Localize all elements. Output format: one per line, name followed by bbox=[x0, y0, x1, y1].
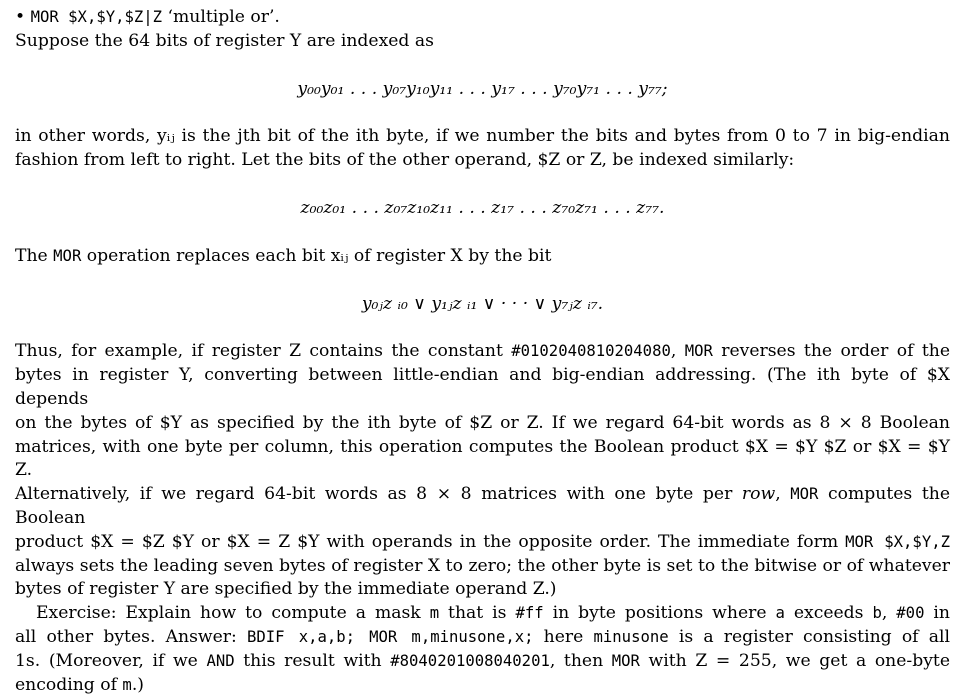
text-run: operation replaces each bit xᵢⱼ of register X by the bit bbox=[81, 245, 552, 266]
code-m: m bbox=[122, 675, 132, 694]
text-run: , bbox=[881, 603, 897, 624]
display-equation-z: z₀₀z₀₁ . . . z₀₇z₁₀z₁₁ . . . z₁₇ . . . z₇₀z₇₁ . . . z₇₇. bbox=[300, 197, 665, 218]
thus-paragraph bbox=[15, 340, 950, 602]
text-run: , bbox=[670, 341, 685, 362]
code-b: b bbox=[872, 604, 882, 623]
text-run: The bbox=[15, 245, 54, 266]
intro-sentence: Suppose the 64 bits of register Y are indexed as bbox=[15, 30, 434, 51]
hex-constant: #0102040810204080 bbox=[511, 342, 671, 361]
text-run: that is bbox=[439, 603, 516, 624]
code-mor-immediate: MOR $X,$Y,Z bbox=[845, 532, 950, 551]
text-run: , bbox=[775, 484, 791, 505]
bullet: • bbox=[15, 7, 26, 27]
paragraph-line: on the bytes of $Y as specified by the ith byte of $Z or Z. If we regard 64-bit words as 8 × 8 Boolean bbox=[15, 412, 950, 433]
hex-ff: #ff bbox=[515, 604, 544, 623]
text-run: exceeds bbox=[784, 603, 873, 624]
hex-constant: #8040201008040201 bbox=[390, 651, 550, 670]
text-run: Thus, for example, if register Z contains the constant bbox=[15, 341, 512, 362]
paragraph-line bbox=[15, 650, 950, 674]
paragraph-line bbox=[15, 531, 950, 555]
code-mor: MOR bbox=[790, 485, 819, 504]
code-and: AND bbox=[206, 651, 235, 670]
text-run: 1s. (Moreover, if we bbox=[15, 650, 207, 671]
instruction-name: MOR $X,$Y,$Z|Z bbox=[30, 8, 163, 26]
text-run: reverses the order of the bbox=[712, 341, 950, 362]
code-answer: BDIF x,a,b; MOR m,minusone,x; bbox=[247, 627, 534, 646]
paragraph-line bbox=[15, 602, 950, 626]
display-equation-y: y₀₀y₀₁ . . . y₀₇y₁₀y₁₁ . . . y₁₇ . . . y₇₀y₇₁ . . . y₇₇; bbox=[297, 78, 668, 99]
paragraph-line: matrices, with one byte per column, this operation computes the Boolean product $X = $Y $Z or $X = $Y Z. bbox=[15, 436, 950, 481]
paragraph-line: fashion from left to right. Let the bits of the other operand, $Z or Z, be indexed similarly: bbox=[15, 150, 795, 171]
text-run: encoding of bbox=[15, 674, 123, 695]
paragraph-line: always sets the leading seven bytes of register X to zero; the other byte is set to the bitwise or of whatever bbox=[15, 555, 950, 576]
hex-00: #00 bbox=[896, 604, 925, 623]
text-run: this result with bbox=[234, 650, 391, 671]
code-mor: MOR bbox=[53, 246, 82, 265]
code-minusone: minusone bbox=[593, 627, 669, 646]
text-run: Exercise: Explain how to compute a mask bbox=[36, 603, 430, 624]
text-run: all other bytes. Answer: bbox=[15, 626, 248, 647]
text-run: in byte positions where bbox=[543, 603, 776, 624]
instruction-title: ‘multiple or’. bbox=[167, 7, 280, 27]
code-mor: MOR bbox=[684, 342, 713, 361]
text-run: , then bbox=[549, 650, 612, 671]
text-run: with Z = 255, we get a one-byte bbox=[639, 650, 951, 671]
paragraph-line bbox=[15, 340, 950, 364]
text-run: .) bbox=[131, 674, 144, 695]
code-a: a bbox=[775, 604, 785, 623]
exercise-paragraph bbox=[15, 602, 950, 697]
text-run: here bbox=[533, 626, 594, 647]
paragraph-line: bytes of register Y are specified by the immediate operand Z.) bbox=[15, 579, 557, 600]
mor-replace-sentence bbox=[15, 245, 950, 269]
paragraph-line bbox=[15, 674, 950, 697]
paragraph-line bbox=[15, 626, 950, 650]
paragraph-line: in other words, yᵢⱼ is the jth bit of the ith byte, if we number the bits and bytes from 0 to 7 in big-endian bbox=[15, 126, 950, 147]
code-mor: MOR bbox=[611, 651, 640, 670]
code-m: m bbox=[429, 604, 440, 623]
text-run: in bbox=[924, 603, 951, 624]
text-run: Alternatively, if we regard 64-bit words as 8 × 8 matrices with one byte per bbox=[15, 484, 742, 505]
text-run: product $X = $Z $Y or $X = Z $Y with operands in the opposite order. The immediate form bbox=[15, 531, 846, 552]
text-run: is a register consisting of all bbox=[668, 626, 950, 647]
emphasis-row: row bbox=[741, 484, 776, 505]
paragraph-line: bytes in register Y, converting between little-endian and big-endian addressing. (The ith byte of $X depends bbox=[15, 365, 950, 409]
text-run: computes the Boolean bbox=[15, 484, 950, 528]
display-equation-or: y₀ⱼz ᵢ₀ ∨ y₁ⱼz ᵢ₁ ∨ · · · ∨ y₇ⱼz ᵢ₇. bbox=[361, 293, 604, 314]
instruction-heading bbox=[15, 6, 950, 30]
paragraph-line bbox=[15, 483, 950, 531]
